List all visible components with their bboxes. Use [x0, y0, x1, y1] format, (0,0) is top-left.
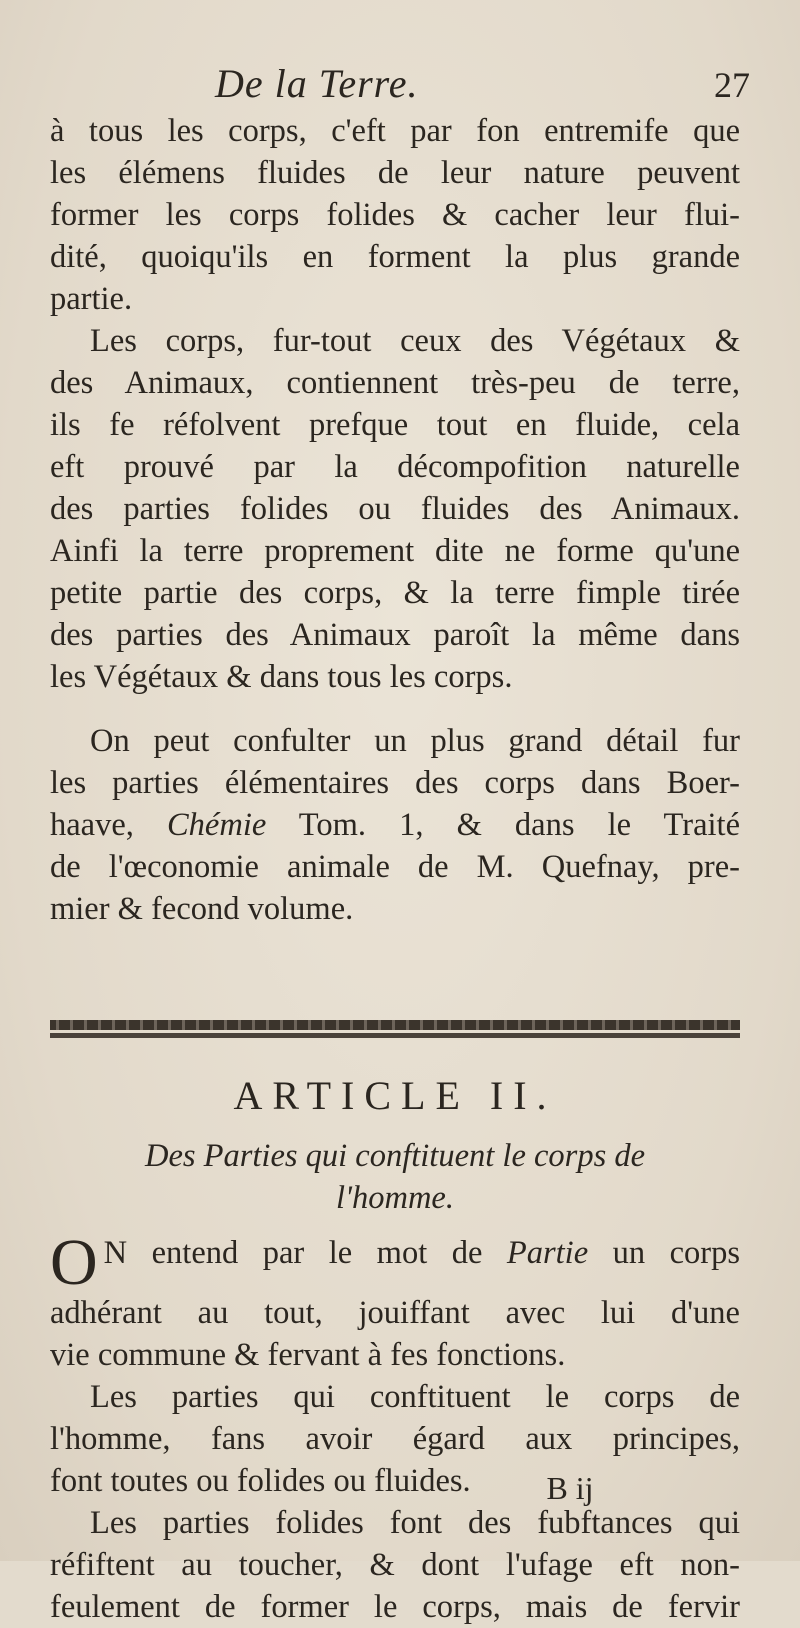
- signature-mark: B ij: [546, 1470, 594, 1506]
- text-line: des Animaux, contiennent très-peu de terre,: [50, 365, 740, 401]
- text-line: vie commune & fervant à fes fonctions.: [50, 1337, 566, 1373]
- paragraph: [50, 1502, 740, 1628]
- text-fragment: un corps: [612, 1235, 741, 1271]
- text-line: former les corps folides & cacher leur flui-: [50, 197, 740, 233]
- running-title: De la Terre.: [215, 61, 419, 106]
- rule-bar: [50, 1020, 740, 1030]
- rule-bar: [50, 1033, 740, 1038]
- text-line: feulement de former le corps, mais de fervir: [50, 1589, 740, 1625]
- text-fragment: haave,: [50, 807, 134, 843]
- text-block-top: [50, 110, 740, 930]
- text-fragment: N entend par le mot de: [103, 1235, 483, 1271]
- text-line: réfiftent au toucher, & dont l'ufage eft non-: [50, 1547, 740, 1583]
- drop-cap: O: [50, 1226, 98, 1299]
- text-line: des parties des Animaux paroît la même dans: [50, 617, 740, 653]
- text-line: [50, 804, 740, 846]
- text-fragment: Tom. 1, & dans le Traité: [298, 807, 740, 843]
- text-line: les élémens fluides de leur nature peuvent: [50, 155, 740, 191]
- text-line: adhérant au tout, jouiffant avec lui d'une: [50, 1295, 740, 1331]
- paragraph-definition: [50, 1226, 741, 1376]
- article-subtitle: [50, 1135, 740, 1219]
- paragraph: [50, 320, 740, 698]
- italic-term: Partie: [506, 1235, 589, 1271]
- text-line: [50, 1232, 740, 1274]
- text-line: de l'œconomie animale de M. Quefnay, pre-: [50, 849, 740, 885]
- ornamental-rule: [50, 1020, 740, 1042]
- text-line: des parties folides ou fluides des Animaux.: [50, 491, 740, 527]
- text-line: Les parties folides font des fubftances qui: [90, 1505, 740, 1541]
- page-header: [50, 60, 750, 110]
- article-heading: ARTICLE II.: [233, 1073, 557, 1118]
- text-line: dité, quoiqu'ils en forment la plus grande: [50, 239, 740, 275]
- italic-term: Chémie: [167, 807, 267, 843]
- text-line: à tous les corps, c'eft par fon entremife que: [50, 113, 740, 149]
- page-number: 27: [714, 65, 750, 105]
- text-line: les Végétaux & dans tous les corps.: [50, 659, 513, 695]
- text-line: Les corps, fur-tout ceux des Végétaux &: [90, 323, 740, 359]
- text-line: l'homme, fans avoir égard aux principes,: [50, 1421, 740, 1457]
- text-line: Les parties qui conftituent le corps de: [90, 1379, 740, 1415]
- text-line: ils fe réfolvent prefque tout en fluide, cela: [50, 407, 740, 443]
- text-line: mier & fecond volume.: [50, 891, 354, 927]
- text-block-article: [50, 1226, 741, 1628]
- paragraph-continuation: [50, 110, 740, 320]
- text-line: les parties élémentaires des corps dans Boer-: [50, 765, 740, 801]
- text-line: petite partie des corps, & la terre fimple tirée: [50, 575, 740, 611]
- text-line: font toutes ou folides ou fluides.: [50, 1463, 471, 1499]
- text-line: On peut confulter un plus grand détail fur: [90, 723, 740, 759]
- subtitle-line: l'homme.: [336, 1180, 454, 1216]
- text-line: Ainfi la terre proprement dite ne forme qu'une: [50, 533, 740, 569]
- paragraph-reference: [50, 720, 740, 930]
- text-line: eft prouvé par la décompofition naturelle: [50, 449, 740, 485]
- text-line: partie.: [50, 281, 133, 317]
- subtitle-line: Des Parties qui conftituent le corps de: [144, 1138, 646, 1174]
